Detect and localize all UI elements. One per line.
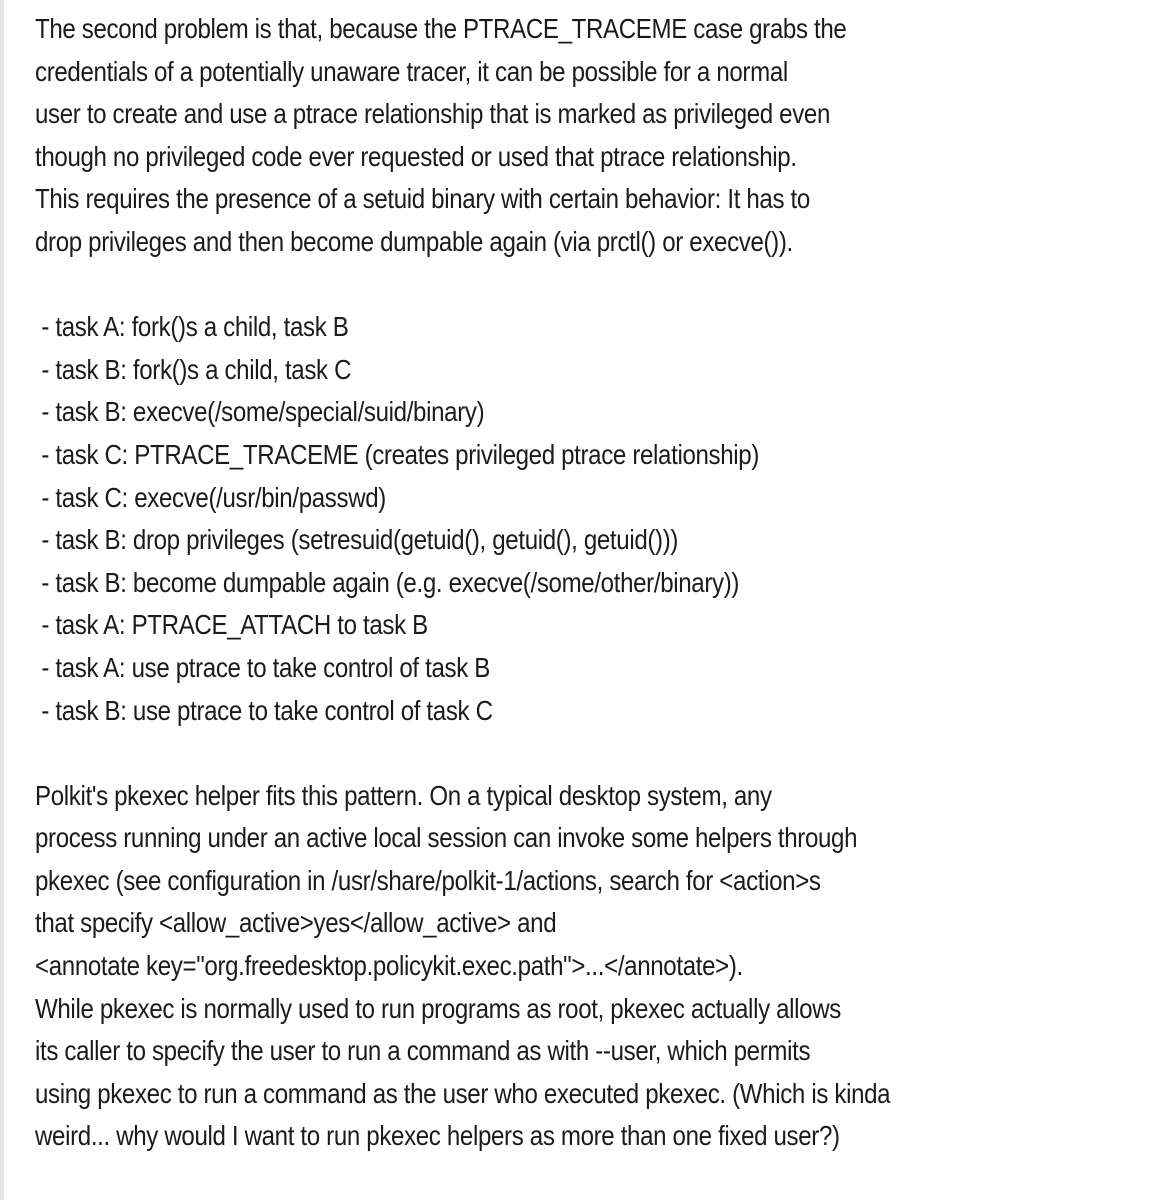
text-line: its caller to specify the user to run a command as with --user, which permits xyxy=(35,1035,811,1067)
list-item: - task A: fork()s a child, task B xyxy=(35,311,349,343)
paragraph-gap xyxy=(35,732,981,775)
text-line: weird... why would I want to run pkexec helpers as more than one fixed user?) xyxy=(35,1120,840,1152)
list-item: - task A: use ptrace to take control of task B xyxy=(35,651,490,683)
text-line: pkexec (see configuration in /usr/share/polkit-1/actions, search for <action>s xyxy=(35,864,821,896)
list-item: - task B: execve(/some/special/suid/binary) xyxy=(35,396,485,428)
list-item: - task A: PTRACE_ATTACH to task B xyxy=(35,609,428,641)
text-line: using pkexec to run a command as the user who executed pkexec. (Which is kinda xyxy=(35,1077,891,1109)
list-item: - task B: become dumpable again (e.g. execve(/some/other/binary)) xyxy=(35,566,740,598)
task-step-list xyxy=(35,306,981,732)
text-line: process running under an active local session can invoke some helpers through xyxy=(35,822,858,854)
paragraph-gap xyxy=(35,264,981,307)
text-line: Polkit's pkexec helper fits this pattern. On a typical desktop system, any xyxy=(35,779,772,811)
text-line: drop privileges and then become dumpable again (via prctl() or execve()). xyxy=(35,225,793,257)
list-item: - task B: use ptrace to take control of task C xyxy=(35,694,493,726)
text-line: While pkexec is normally used to run programs as root, pkexec actually allows xyxy=(35,992,841,1024)
comment-body xyxy=(35,8,981,1158)
list-item: - task C: execve(/usr/bin/passwd) xyxy=(35,481,386,513)
left-border-rule xyxy=(0,0,4,1200)
text-line: that specify <allow_active>yes</allow_active> and xyxy=(35,907,557,939)
paragraph-intro xyxy=(35,8,981,264)
text-line: This requires the presence of a setuid binary with certain behavior: It has to xyxy=(35,183,810,215)
text-line: The second problem is that, because the PTRACE_TRACEME case grabs the xyxy=(35,13,847,44)
list-item: - task B: drop privileges (setresuid(getuid(), getuid(), getuid())) xyxy=(35,524,679,556)
paragraph-pkexec xyxy=(35,775,981,1158)
list-item: - task C: PTRACE_TRACEME (creates privileged ptrace relationship) xyxy=(35,438,760,470)
text-line: though no privileged code ever requested or used that ptrace relationship. xyxy=(35,140,797,172)
text-line: credentials of a potentially unaware tracer, it can be possible for a normal xyxy=(35,55,788,87)
text-line: <annotate key="org.freedesktop.policykit.exec.path">...</annotate>). xyxy=(35,950,743,982)
list-item: - task B: fork()s a child, task C xyxy=(35,353,352,385)
text-line: user to create and use a ptrace relationship that is marked as privileged even xyxy=(35,98,831,130)
